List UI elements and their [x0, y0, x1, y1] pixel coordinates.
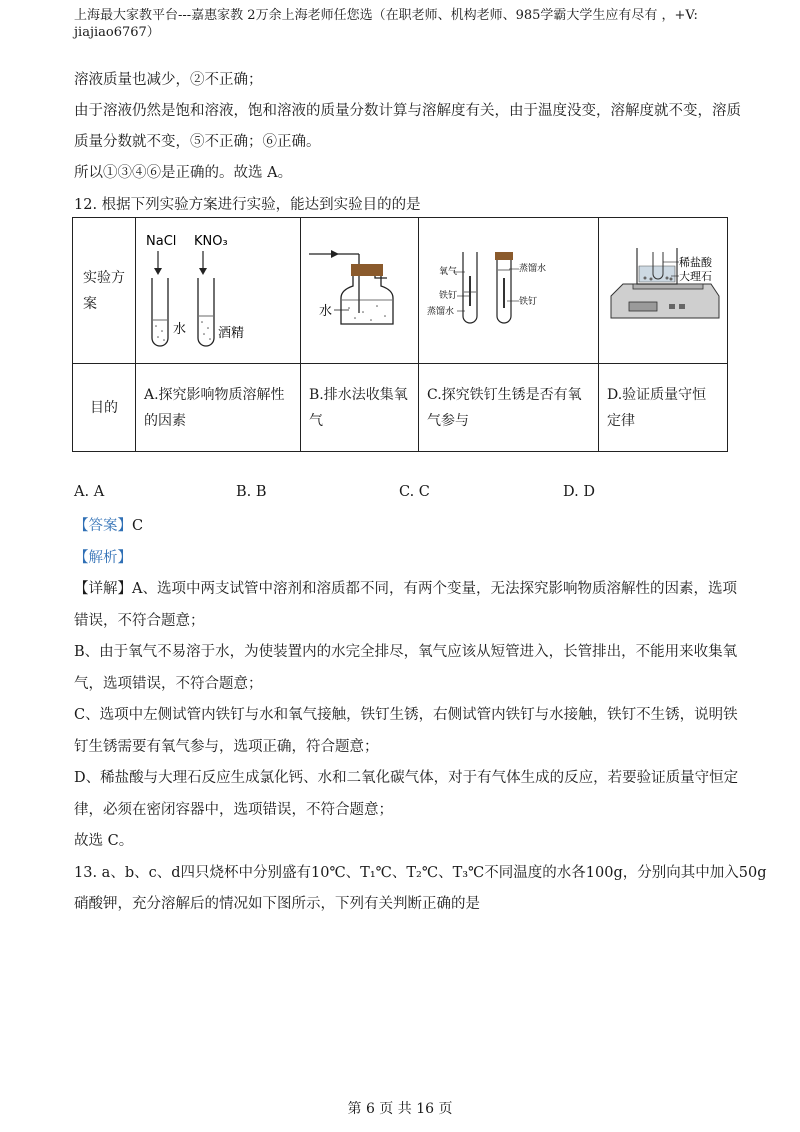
label-distilled-water: 蒸馏水 [427, 307, 455, 317]
label-nacl: NaCl [146, 234, 177, 249]
label-water: 水 [319, 304, 333, 319]
purpose-a: A.探究影响物质溶解性的因素 [136, 364, 301, 452]
label-distilled-water: 蒸馏水 [519, 264, 547, 274]
figure-c-cell [419, 218, 599, 364]
option-d: D. D [563, 484, 595, 500]
analysis-tag: 【解析】 [74, 550, 132, 566]
detail-line: 气，选项错误，不符合题意； [74, 676, 263, 692]
detail-text: A、选项中两支试管中溶剂和溶质都不同，有两个变量，无法探究影响物质溶解性的因素，选项 [132, 581, 737, 597]
page-header [74, 7, 724, 41]
answer-value: C [132, 518, 144, 534]
purpose-c: C.探究铁钉生锈是否有氧气参与 [419, 364, 599, 452]
row-header-purpose: 目的 [73, 364, 136, 452]
detail-line: 钉生锈需要有氧气参与，选项正确，符合题意； [74, 739, 379, 755]
detail-line: B、由于氧气不易溶于水，为使装置内的水完全排尽，氧气应该从短管进入，长管排出，不能用来收集氧 [74, 644, 738, 660]
table-row [73, 218, 728, 364]
row-header-scheme: 实验方案 [73, 218, 136, 364]
label-iron-nail: 铁钉 [439, 291, 458, 301]
detail-line [74, 577, 737, 598]
label-iron-nail: 铁钉 [519, 297, 538, 307]
question-12-stem: 12. 根据下列实验方案进行实验，能达到实验目的的是 [74, 197, 421, 213]
figure-a-cell [136, 218, 301, 364]
label-marble: 大理石 [679, 270, 712, 283]
text-line: 质量分数就不变，⑤不正确；⑥正确。 [74, 134, 321, 150]
table-row [73, 364, 728, 452]
detail-line: 错误，不符合题意； [74, 613, 205, 629]
page-footer: 第 6 页 共 16 页 [347, 1101, 453, 1117]
detail-tag: 【详解】 [74, 581, 132, 597]
figure-c-rust-tubes [419, 218, 599, 354]
label-alcohol: 酒精 [218, 326, 245, 341]
question-13-line-1: 13. a、b、c、d四只烧杯中分别盛有10℃、T₁℃、T₂℃、T₃℃不同温度的水各100g，分别向其中加入50g [74, 865, 767, 881]
figure-a-test-tubes [136, 218, 301, 354]
label-dilute-hcl: 稀盐酸 [679, 256, 712, 269]
text-line: 由于溶液仍然是饱和溶液，饱和溶液的质量分数计算与溶解度有关，由于温度没变，溶解度就不变，溶质 [74, 103, 741, 119]
figure-b-gas-bottle [301, 218, 419, 354]
label-oxygen: 氧气 [439, 267, 458, 277]
label-water: 水 [173, 322, 187, 337]
text-line: 溶液质量也减少，②不正确； [74, 72, 263, 88]
detail-line: D、稀盐酸与大理石反应生成氯化钙、水和二氧化碳气体，对于有气体生成的反应，若要验证质量守恒定 [74, 770, 739, 786]
option-a: A. A [74, 484, 105, 500]
detail-line: C、选项中左侧试管内铁钉与水和氧气接触，铁钉生锈，右侧试管内铁钉与水接触，铁钉不生锈，说明铁 [74, 707, 738, 723]
experiment-table [72, 217, 728, 452]
header-line-2: jiajiao6767） [74, 25, 160, 40]
answer-tag: 【答案】 [74, 518, 132, 534]
figure-d-balance [599, 218, 728, 354]
option-b: B. B [236, 484, 267, 500]
figure-b-cell [301, 218, 419, 364]
detail-line: 故选 C。 [74, 833, 134, 849]
text-line: 所以①③④⑥是正确的。故选 A。 [74, 165, 293, 181]
detail-line: 律，必须在密闭容器中，选项错误，不符合题意； [74, 802, 393, 818]
question-13-line-2: 硝酸钾，充分溶解后的情况如下图所示，下列有关判断正确的是 [74, 896, 480, 912]
option-c: C. C [399, 484, 430, 500]
header-line-1: 上海最大家教平台---嘉惠家教 2万余上海老师任您选（在职老师、机构老师、985学霸大学生应有尽有 ，+V: [74, 8, 698, 23]
purpose-d: D.验证质量守恒定律 [599, 364, 728, 452]
purpose-b: B.排水法收集氧气 [301, 364, 419, 452]
figure-d-cell [599, 218, 728, 364]
answer-line [74, 514, 143, 535]
label-kno3: KNO₃ [194, 234, 228, 249]
